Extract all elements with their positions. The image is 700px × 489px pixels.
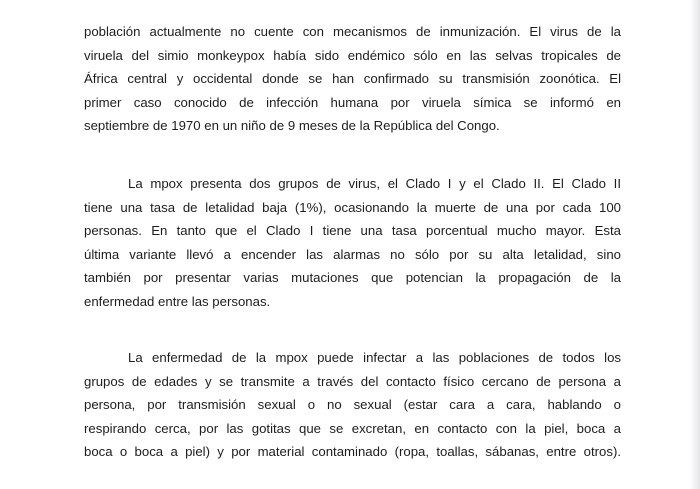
paragraph-line: enfermedad entre las personas.: [84, 293, 271, 309]
paragraph-line: grupos de edades y se transmite a través del contacto físico cercano de persona a: [84, 373, 621, 389]
paragraph-line: La enfermedad de la mpox puede infectar a las poblaciones de todos los: [128, 350, 621, 365]
paragraph-line: septiembre de 1970 en un niño de 9 meses de la República del Congo.: [84, 118, 500, 134]
paragraph-line: viruela del simio monkeypox había sido endémico sólo en las selvas tropicales de: [84, 47, 621, 63]
paragraph-line: África central y occidental donde se han confirmado su transmisión zoonótica. El: [84, 71, 621, 87]
paragraph-2: [84, 172, 621, 314]
paragraph-line: persona, por transmisión sexual o no sexual (estar cara a cara, hablando o: [84, 397, 621, 413]
paragraph-1: [84, 20, 621, 138]
paragraph-line: boca o boca a piel) y por material contaminado (ropa, toallas, sábanas, entre otros).: [84, 444, 621, 460]
paragraph-line: última variante llevó a encender las alarmas no sólo por su alta letalidad, sino: [84, 246, 621, 262]
paragraph-3: [84, 346, 621, 464]
paragraph-line: La mpox presenta dos grupos de virus, el Clado I y el Clado II. El Clado II: [128, 176, 621, 191]
paragraph-line: personas. En tanto que el Clado I tiene una tasa porcentual mucho mayor. Esta: [84, 223, 621, 239]
paragraph-line: también por presentar varias mutaciones que potencian la propagación de la: [84, 270, 621, 286]
paragraph-line: primer caso conocido de infección humana por viruela símica se informó en: [84, 94, 621, 110]
paragraph-line: población actualmente no cuente con mecanismos de inmunización. El virus de la: [84, 24, 621, 39]
paragraph-line: tiene una tasa de letalidad baja (1%), ocasionando la muerte de una por cada 100: [84, 199, 621, 215]
paragraph-line: respirando cerca, por las gotitas que se excretan, en contacto con la piel, boca a: [84, 420, 621, 436]
page-edge-shadow: [690, 0, 700, 489]
